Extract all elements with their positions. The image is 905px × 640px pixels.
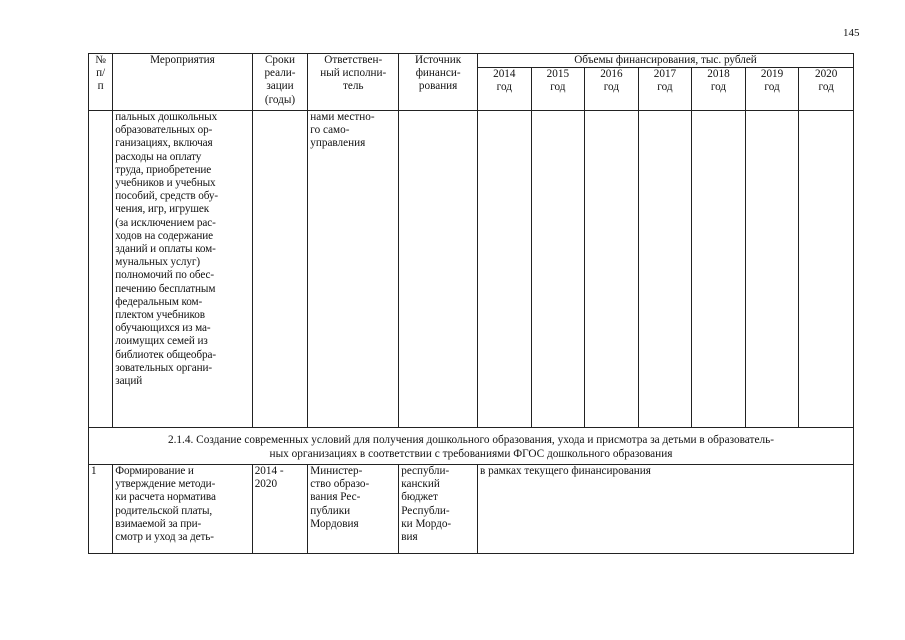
header-responsible: Ответствен- ный исполни- тель <box>308 54 399 111</box>
cell-2020 <box>799 111 854 428</box>
cell-source: республи- канский бюджет Республи- ки Мордо- вия <box>399 465 478 554</box>
header-num: № п/ п <box>89 54 113 111</box>
section-title: 2.1.4. Создание современных условий для получения дошкольного образования, ухода и присмотра за детьми в образователь- ных организациях в соответствии с требованиями ФГОС дошкольного образования <box>89 428 854 465</box>
header-year-2017: 2017 год <box>638 68 692 111</box>
cell-terms: 2014 - 2020 <box>252 465 308 554</box>
header-year-2019: 2019 год <box>745 68 799 111</box>
table-row-continued <box>89 111 854 428</box>
cell-funding: в рамках текущего финансирования <box>478 465 854 554</box>
header-activities: Мероприятия <box>113 54 252 111</box>
cell-activity: пальных дошкольных образовательных ор- ганизациях, включая расходы на оплату труда, приобретение учебников и учебных пособий, средств обу- чения, игр, игрушек (за исключением рас- ходов на содержание зданий и оплаты ком- мунальных услуг) полномочий по обес- печению бесплатным федеральным ком- плектом учебников обучающихся из ма- лоимущих семей из библиотек общеобра- зовательных органи- заций <box>113 111 252 428</box>
cell-responsible: нами местно- го само- управления <box>308 111 399 428</box>
cell-2015 <box>531 111 585 428</box>
header-year-2015: 2015 год <box>531 68 585 111</box>
header-terms: Сроки реали- зации (годы) <box>252 54 308 111</box>
cell-2016 <box>585 111 639 428</box>
header-source: Источник финанси- рования <box>399 54 478 111</box>
cell-num: 1 <box>89 465 113 554</box>
header-year-2016: 2016 год <box>585 68 639 111</box>
cell-source <box>399 111 478 428</box>
cell-responsible: Министер- ство образо- вания Рес- публики Мордовия <box>308 465 399 554</box>
section-row <box>89 428 854 465</box>
cell-2017 <box>638 111 692 428</box>
cell-num <box>89 111 113 428</box>
financing-table <box>88 53 854 554</box>
cell-2018 <box>692 111 746 428</box>
table-row <box>89 465 854 554</box>
table-header-row <box>89 54 854 68</box>
cell-terms <box>252 111 308 428</box>
page-number: 145 <box>843 27 860 39</box>
header-funding-group: Объемы финансирования, тыс. рублей <box>478 54 854 68</box>
header-year-2014: 2014 год <box>478 68 532 111</box>
cell-2019 <box>745 111 799 428</box>
cell-activity: Формирование и утверждение методи- ки расчета норматива родительской платы, взимаемой за при- смотр и уход за деть- <box>113 465 252 554</box>
cell-2014 <box>478 111 532 428</box>
header-year-2018: 2018 год <box>692 68 746 111</box>
header-year-2020: 2020 год <box>799 68 854 111</box>
